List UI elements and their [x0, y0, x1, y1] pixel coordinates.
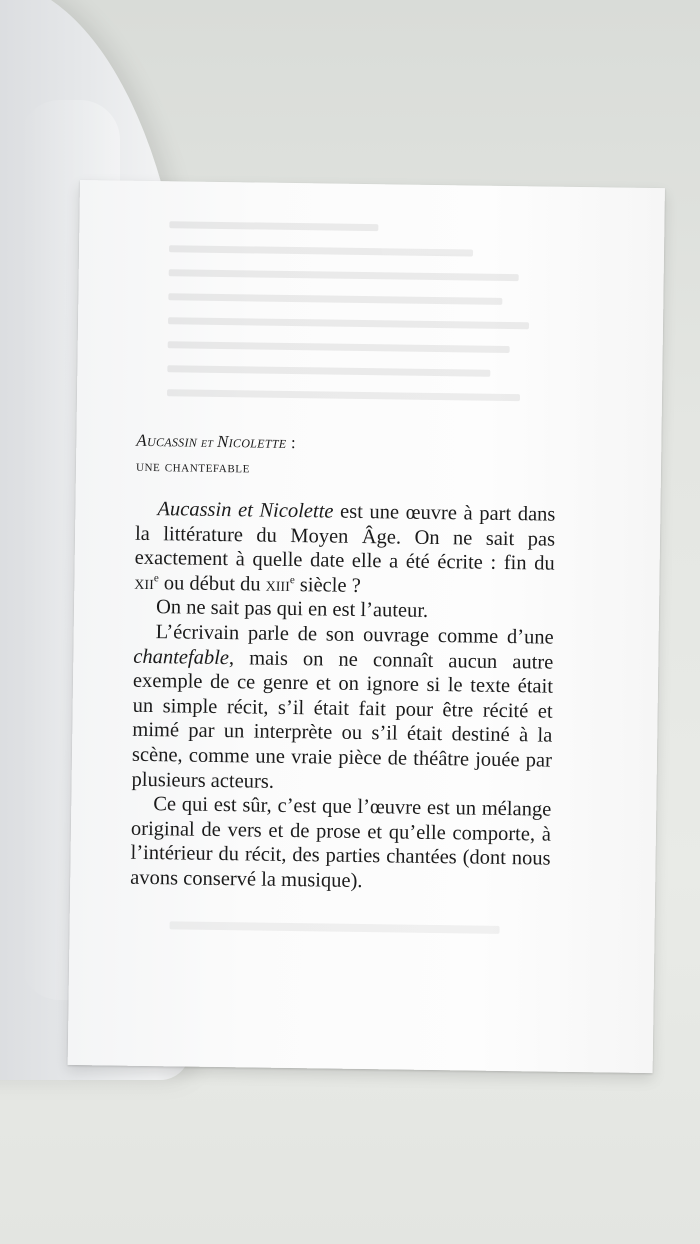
chantefable-italic: chantefable	[133, 645, 230, 669]
paragraph-1-text-b: ou début du	[158, 571, 266, 596]
paragraph-3-text-a: L’écrivain parle de son ouvrage comme d’une	[155, 621, 554, 649]
work-title-italic: Aucassin et Nicolette	[157, 498, 334, 523]
century-xii: xii	[134, 571, 154, 594]
paragraph-1	[134, 497, 555, 601]
paragraph-4: Ce qui est sûr, c’est que l’œuvre est un mélange original de vers et de prose et qu’elle comporte, à l’intérieur du récit, des parties chantées (dont nous avons conservé la musique).	[130, 793, 552, 892]
book-page	[68, 180, 665, 1073]
section-title	[136, 429, 556, 461]
century-xiii: xiii	[265, 573, 291, 596]
paragraph-2: On ne sait pas qui en est l’auteur.	[155, 596, 429, 623]
section-subtitle: une chantefable	[135, 458, 251, 477]
title-nicolette: Nicolette	[216, 431, 287, 452]
paragraph-1-text-c: siècle ?	[294, 573, 361, 597]
century-xii-sup: e	[153, 572, 159, 585]
verso-show-through	[167, 221, 550, 436]
paragraph-3	[131, 620, 553, 798]
title-colon: :	[286, 432, 297, 453]
paragraph-3-text-b: , mais on ne connaît aucun autre exemple de ce genre et on ignore si le texte était un simple récit, s’il était fait pour être récité et mimé par un interprète ou s’il était destiné à la scène, comme une vraie pièce de théâtre jouée par plusieurs acteurs.	[131, 646, 554, 793]
page-content	[130, 429, 556, 896]
verso-show-through-line	[170, 921, 500, 934]
title-aucassin: Aucassin	[136, 430, 198, 451]
title-et: et	[197, 435, 218, 451]
paragraph-1-text-a: est une œuvre à part dans la littérature du Moyen Âge. On ne sait pas exactement à quelle date elle a été écrite : fin du	[134, 500, 556, 575]
century-xiii-sup: e	[289, 573, 295, 586]
